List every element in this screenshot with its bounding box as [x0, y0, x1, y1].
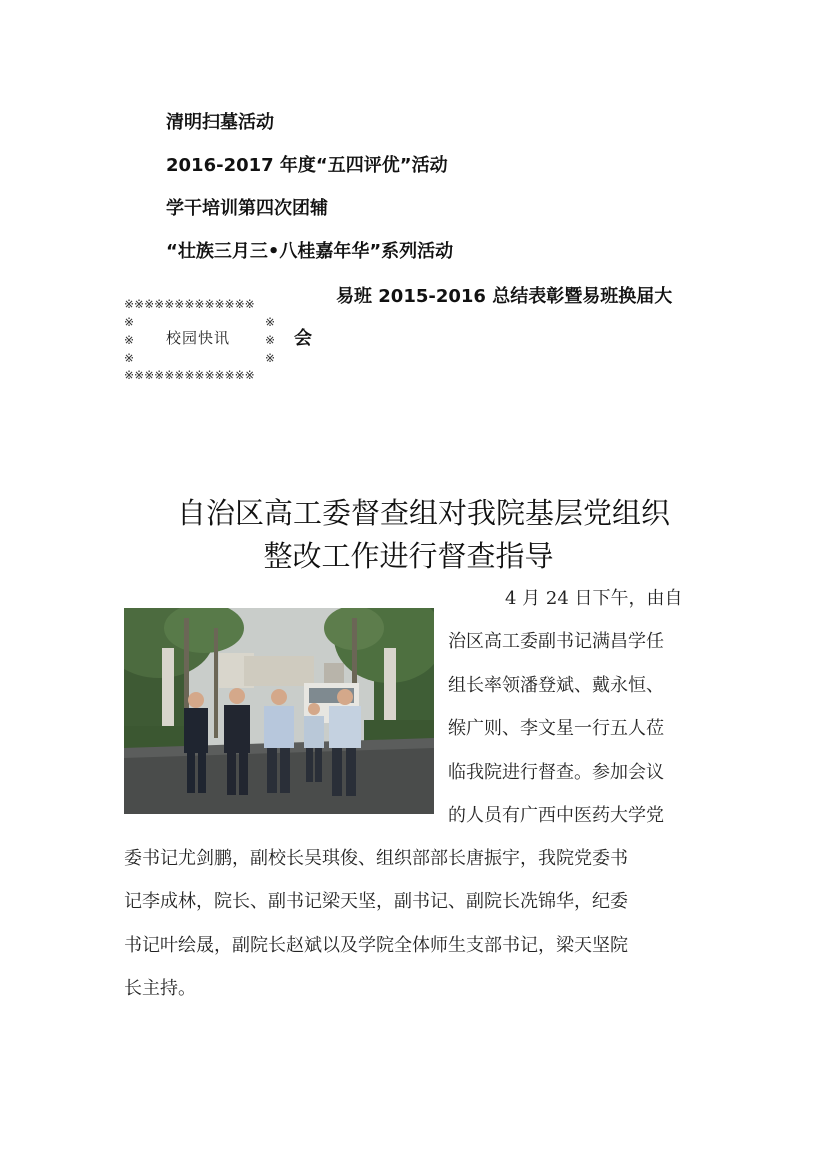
toc-item-cadre-training: 学干培训第四次团辅 [166, 198, 328, 219]
article-paragraph-line: 组长率领潘登斌、戴永恒、 [448, 675, 664, 696]
inspection-group-photo [124, 608, 434, 814]
article-paragraph-line: 4 月 24 日下午，由自 [505, 588, 683, 609]
article-paragraph-line: 记李成林，院长、副书记梁天坚，副书记、副院长冼锦华，纪委 [124, 891, 628, 912]
article-paragraph-line: 的人员有广西中医药大学党 [448, 805, 664, 826]
box-border-right-1: ※ [265, 315, 276, 329]
article-title-line2: 整改工作进行督查指导 [263, 539, 554, 573]
article-paragraph-line: 临我院进行督查。参加会议 [448, 762, 664, 783]
article-paragraph-line: 治区高工委副书记满昌学任 [448, 631, 664, 652]
box-border-left-3: ※ [124, 351, 135, 365]
box-border-top: ※※※※※※※※※※※※※ [124, 297, 255, 311]
toc-item-yiban-summary: 易班 2015-2016 总结表彰暨易班换届大 [336, 286, 673, 307]
box-border-right-3: ※ [265, 351, 276, 365]
box-border-bottom: ※※※※※※※※※※※※※ [124, 368, 255, 382]
toc-item-qingming: 清明扫墓活动 [166, 112, 274, 133]
article-paragraph-line: 缑广则、李文星一行五人莅 [448, 718, 664, 739]
box-border-left-2: ※ [124, 333, 135, 347]
article-paragraph-line: 书记叶绘晟，副院长赵斌以及学院全体师生支部书记，梁天坚院 [124, 935, 628, 956]
toc-item-yiban-summary-cont: 会 [294, 328, 312, 349]
toc-item-sanyuesan: “壮族三月三•八桂嘉年华”系列活动 [166, 241, 454, 262]
box-border-right-2: ※ [265, 333, 276, 347]
article-paragraph-line: 委书记尤剑鹏，副校长吴琪俊、组织部部长唐振宇，我院党委书 [124, 848, 628, 869]
campus-news-label: 校园快讯 [166, 329, 231, 347]
article-title-line1: 自治区高工委督查组对我院基层党组织 [176, 496, 670, 530]
article-paragraph-line: 长主持。 [124, 978, 196, 999]
toc-item-wusi-awards: 2016-2017 年度“五四评优”活动 [166, 155, 448, 176]
box-border-left-1: ※ [124, 315, 135, 329]
